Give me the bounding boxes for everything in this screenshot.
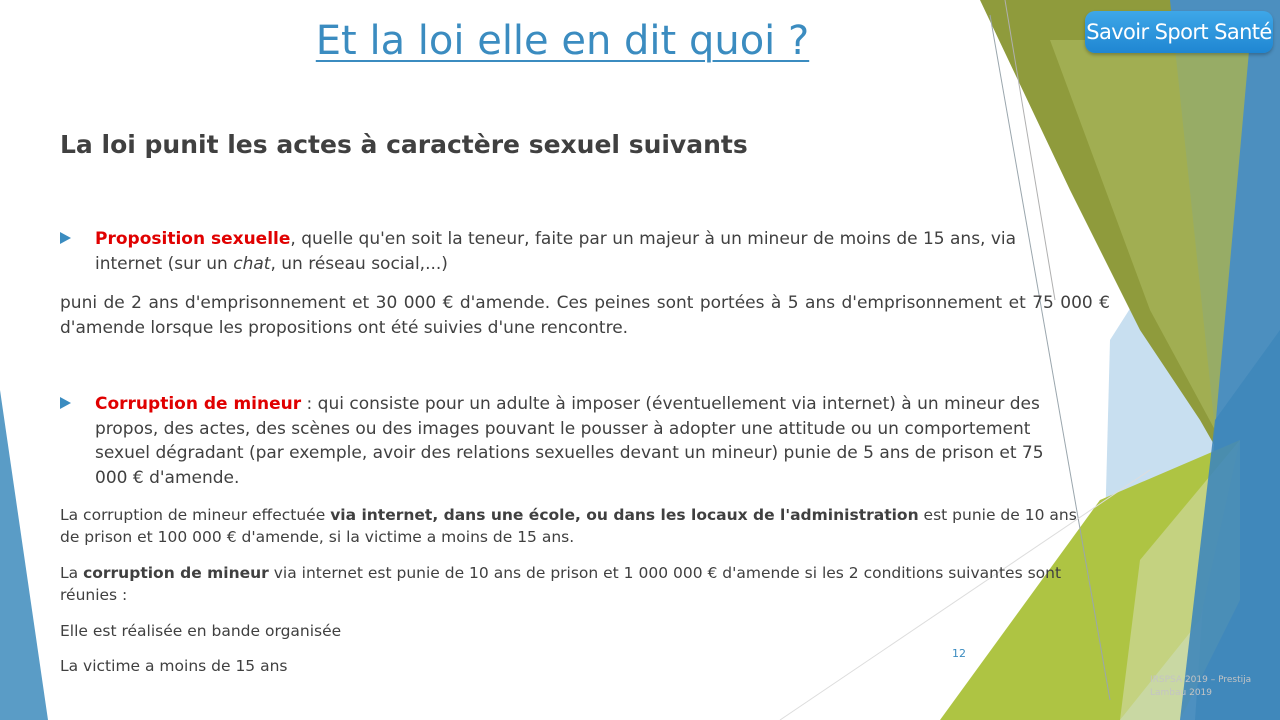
slide-title: Et la loi elle en dit quoi ? [315, 18, 810, 64]
term-corruption-de-mineur: Corruption de mineur [95, 394, 302, 414]
paragraph-conditions [60, 563, 1090, 606]
section-subtitle: La loi punit les actes à caractère sexuel suivants [60, 130, 748, 159]
paragraph-internet-ecole [60, 505, 1090, 548]
para1-before: La corruption de mineur effectuée [60, 506, 331, 524]
bullet-text [95, 392, 1060, 490]
para2-bold: corruption de mineur [83, 564, 269, 582]
page-number: 12 [952, 647, 966, 660]
condition-bande-organisee: Elle est réalisée en bande organisée [60, 622, 342, 640]
para2-before: La [60, 564, 84, 582]
footer-credit: IRSPSA 2019 – Prestija Lambau 2019 [1150, 675, 1252, 698]
bullet-proposition-sexuelle [60, 227, 1060, 276]
condition-victime-moins-15: La victime a moins de 15 ans [60, 657, 288, 675]
term-proposition-sexuelle: Proposition sexuelle [95, 229, 291, 249]
bullet-arrow-icon [60, 397, 71, 409]
para1-bold: via internet, dans une école, ou dans les locaux de l'administration [330, 506, 919, 524]
bullet1-text-after: , un réseau social,...) [270, 253, 448, 274]
bullet1-text-before: , quelle qu'en soit la teneur, faite par un majeur à un mineur de moins de 15 ans, via internet (sur un [95, 229, 1017, 274]
para1-after: est punie de 10 ans de prison et 100 000 € d'amende, si la victime a moins de 15 ans. [60, 506, 1077, 546]
bullet-arrow-icon [60, 232, 71, 244]
savoir-sport-sante-logo: Savoir Sport Santé [1085, 11, 1273, 53]
penalty-paragraph: puni de 2 ans d'emprisonnement et 30 000 € d'amende. Ces peines sont portées à 5 ans d'emprisonnement et 75 000 € d'amende lorsque les propositions ont été suivies d'une rencontre. [60, 293, 1110, 338]
bullet2-text: : qui consiste pour un adulte à imposer (éventuellement via internet) à un mineur des propos, des actes, des scènes ou des images pouvant le pousser à adopter une attitude ou un comportement sexuel dégradant (par exemple, avoir des relations sexuelles devant un mineur) punie de 5 ans de prison et 75 000 € d'amende. [95, 394, 1044, 488]
bullet-corruption-de-mineur [60, 392, 1060, 490]
para2-after: via internet est punie de 10 ans de prison et 1 000 000 € d'amende si les 2 conditions suivantes sont réunies : [60, 564, 1062, 604]
deco-left-blue-shape [0, 390, 48, 720]
bullet-text [95, 227, 1060, 276]
bullet1-italic-word: chat [233, 253, 271, 274]
